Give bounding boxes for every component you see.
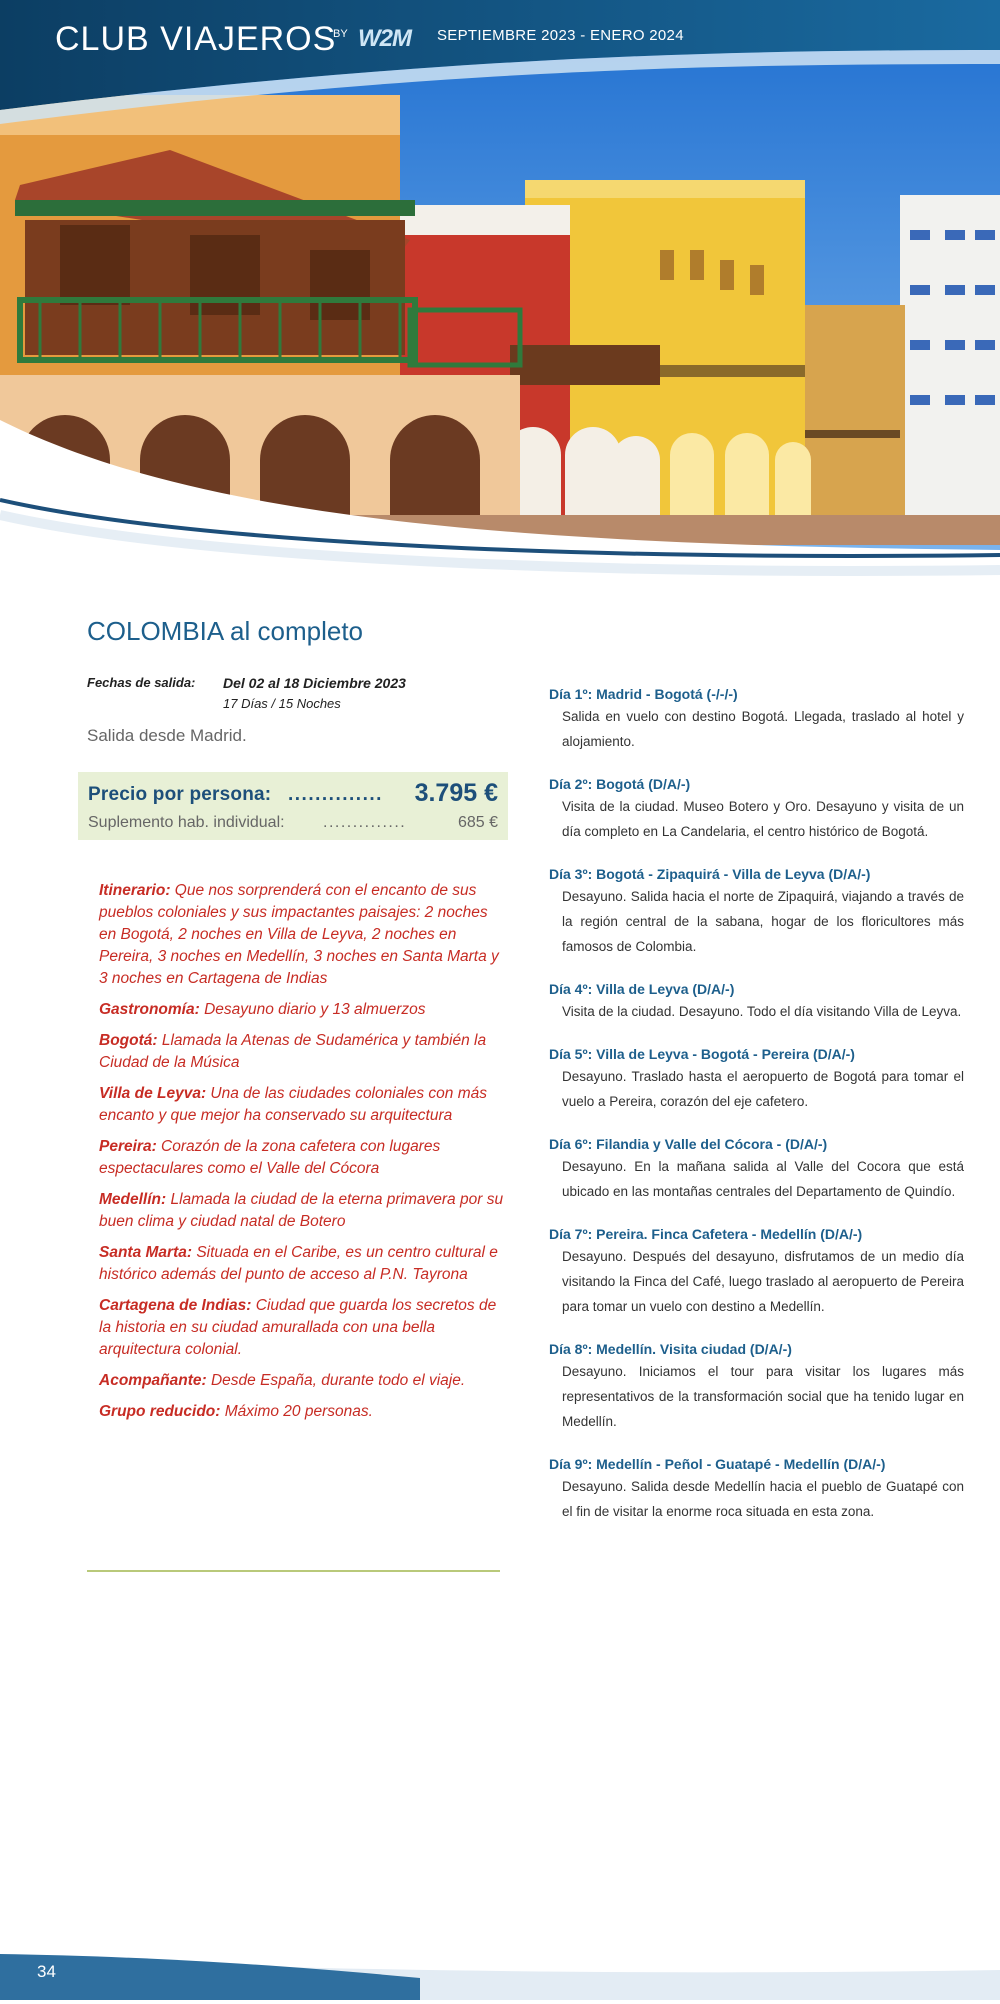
departure-label: Fechas de salida: [87, 675, 196, 690]
day-title: Día 7º: Pereira. Finca Cafetera - Medellín (D/A/-) [549, 1226, 863, 1242]
day-description: Desayuno. Salida hacia el norte de Zipaquirá, viajando a través de la región central de la sabana, hogar de los floricultores más famosos de Colombia. [562, 889, 964, 954]
section-divider [87, 1570, 500, 1572]
day-description: Visita de la ciudad. Museo Botero y Oro. Desayuno y visita de un día completo en La Candelaria, el centro histórico de Bogotá. [562, 799, 964, 839]
day-title: Día 2º: Bogotá (D/A/-) [549, 776, 691, 792]
highlight-item: Santa Marta: Situada en el Caribe, es un centro cultural e histórico además del punto de acceso al P.N. Tayrona [99, 1244, 498, 1283]
day-description: Visita de la ciudad. Desayuno. Todo el día visitando Villa de Leyva. [562, 1004, 962, 1019]
itinerary-day [549, 684, 964, 754]
highlight-item: Grupo reducido: Máximo 20 personas. [99, 1403, 373, 1420]
itinerary-day [549, 1339, 964, 1434]
day-description: Desayuno. Traslado hasta el aeropuerto de Bogotá para tomar el vuelo a Pereira, corazón del eje cafetero. [562, 1069, 964, 1109]
supplement-label: Suplemento hab. individual: [88, 814, 285, 831]
itinerary-day [549, 1134, 964, 1204]
highlight-item: Villa de Leyva: Una de las ciudades coloniales con más encanto y que mejor ha conservado su arquitectura [99, 1085, 488, 1124]
itinerary-day [549, 774, 964, 844]
day-description: Desayuno. Salida desde Medellín hacia el pueblo de Guatapé con el fin de visitar la enorme roca situada en esta zona. [562, 1479, 964, 1519]
price-value: 3.795 € [414, 779, 498, 807]
page-number: 34 [37, 1962, 56, 1981]
day-title: Día 8º: Medellín. Visita ciudad (D/A/-) [549, 1341, 792, 1357]
day-title: Día 4º: Villa de Leyva (D/A/-) [549, 981, 735, 997]
departure-city: Salida desde Madrid. [87, 726, 247, 745]
day-description: Salida en vuelo con destino Bogotá. Llegada, traslado al hotel y alojamiento. [562, 709, 964, 749]
price-box [78, 772, 508, 840]
price-leader: .............. [288, 784, 383, 805]
day-title: Día 9º: Medellín - Peñol - Guatapé - Medellín (D/A/-) [549, 1456, 886, 1472]
day-title: Día 1º: Madrid - Bogotá (-/-/-) [549, 686, 738, 702]
highlight-item: Bogotá: Llamada la Atenas de Sudamérica y también la Ciudad de la Música [99, 1032, 487, 1071]
highlight-item: Medellín: Llamada la ciudad de la eterna primavera por su buen clima y ciudad natal de Botero [99, 1191, 504, 1230]
day-title: Día 6º: Filandia y Valle del Cócora - (D/A/-) [549, 1136, 828, 1152]
header-bar [0, 0, 1000, 88]
day-description: Desayuno. Iniciamos el tour para visitar los lugares más representativos de la transformación social que ha tenido lugar en Medellín. [562, 1364, 964, 1429]
trip-title: COLOMBIA al completo [87, 616, 363, 646]
brand-by: BY [333, 28, 348, 40]
itinerary-day [549, 1224, 964, 1319]
highlight-item: Acompañante: Desde España, durante todo el viaje. [99, 1372, 466, 1389]
trip-duration: 17 Días / 15 Noches [223, 696, 341, 711]
footer-wave [0, 1948, 1000, 2000]
itinerary-list [549, 684, 964, 1544]
highlight-item: Pereira: Corazón de la zona cafetera con lugares espectaculares como el Valle del Cócora [99, 1138, 441, 1177]
departure-dates: Del 02 al 18 Diciembre 2023 [223, 675, 406, 691]
supplement-value: 685 € [457, 814, 498, 831]
day-title: Día 3º: Bogotá - Zipaquirá - Villa de Leyva (D/A/-) [549, 866, 871, 882]
price-label: Precio por persona: [88, 784, 272, 805]
day-description: Desayuno. En la mañana salida al Valle del Cocora que está ubicado en las montañas centrales del Departamento de Quindío. [562, 1159, 964, 1199]
day-title: Día 5º: Villa de Leyva - Bogotá - Pereira (D/A/-) [549, 1046, 855, 1062]
highlight-item: Itinerario: Que nos sorprenderá con el encanto de sus pueblos coloniales y sus impactantes paisajes: 2 noches en Bogotá, 2 noches en Villa de Leyva, 2 noches en Pereira, 3 noches en Medellín, 3 noches en Santa Marta y 3 noches en Cartagena de Indias [99, 882, 499, 987]
highlight-item: Cartagena de Indias: Ciudad que guarda los secretos de la historia en su ciudad amurallada con una bella arquitectura colonial. [99, 1297, 497, 1358]
catalog-dates: SEPTIEMBRE 2023 - ENERO 2024 [437, 27, 684, 44]
itinerary-day [549, 1044, 964, 1114]
itinerary-day [549, 1454, 964, 1524]
supplement-leader: .............. [323, 814, 407, 831]
itinerary-day [549, 864, 964, 959]
day-description: Desayuno. Después del desayuno, disfrutamos de un medio día visitando la Finca del Café, luego traslado al aeropuerto de Pereira para tomar un vuelo con destino a Medellín. [562, 1249, 964, 1314]
itinerary-day [549, 979, 964, 1024]
w2m-logo: W2M [358, 25, 411, 52]
brand-title: CLUB VIAJEROS [55, 20, 337, 58]
highlights-list [99, 880, 509, 1432]
highlight-item: Gastronomía: Desayuno diario y 13 almuerzos [99, 1001, 426, 1018]
